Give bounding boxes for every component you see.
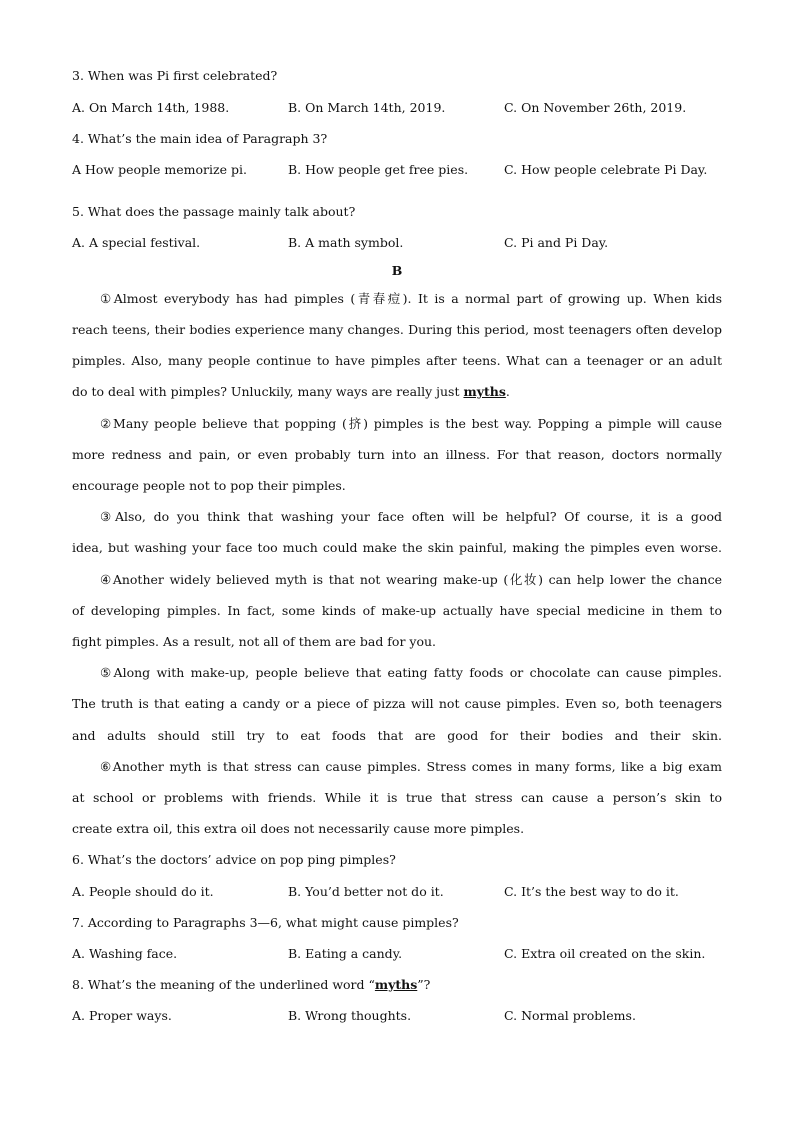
q5-option-b: B. A math symbol.: [288, 235, 404, 250]
question-8: [72, 977, 430, 993]
q8-option-b: B. Wrong thoughts.: [288, 1008, 412, 1023]
passage-line: reach teens, their bodies experience many changes. During this period, most teenagers often develop: [72, 322, 722, 337]
passage-line: ①Almost everybody has had pimples (青春痘). It is a normal part of growing up. When kids: [100, 291, 722, 306]
passage-line: and adults should still try to eat foods that are good for their bodies and their skin.: [72, 728, 722, 743]
text-segment: ”?: [417, 977, 431, 992]
q7-option-b: B. Eating a candy.: [288, 946, 403, 961]
passage-line: more redness and pain, or even probably turn into an illness. For that reason, doctors normally: [72, 447, 722, 462]
q3-option-a: A. On March 14th, 1988.: [72, 100, 230, 115]
passage-line: pimples. Also, many people continue to have pimples after teens. What can a teenager or an adult: [72, 353, 722, 368]
q5-option-c: C. Pi and Pi Day.: [504, 235, 609, 250]
q6-option-c: C. It’s the best way to do it.: [504, 884, 679, 899]
underlined-word-myths: myths: [463, 384, 506, 399]
question-7: 7. According to Paragraphs 3—6, what might cause pimples?: [72, 915, 459, 930]
question-3: 3. When was Pi first celebrated?: [72, 68, 278, 83]
question-4: 4. What’s the main idea of Paragraph 3?: [72, 131, 328, 146]
question-5: 5. What does the passage mainly talk about?: [72, 204, 356, 219]
underlined-word-myths: myths: [374, 977, 418, 992]
text-segment: do to deal with pimples? Unluckily, many ways are really just: [72, 384, 464, 399]
passage-line: fight pimples. As a result, not all of them are bad for you.: [72, 634, 437, 649]
q7-option-a: A. Washing face.: [72, 946, 178, 961]
passage-line: ③Also, do you think that washing your face often will be helpful? Of course, it is a good: [100, 509, 722, 524]
q7-option-c: C. Extra oil created on the skin.: [504, 946, 706, 961]
passage-line: The truth is that eating a candy or a piece of pizza will not cause pimples. Even so, both teenagers: [72, 696, 722, 711]
q4-option-b: B. How people get free pies.: [288, 162, 469, 177]
text-segment: .: [505, 384, 510, 399]
passage-line: idea, but washing your face too much could make the skin painful, making the pimples even worse.: [72, 540, 722, 555]
q3-option-c: C. On November 26th, 2019.: [504, 100, 687, 115]
q5-option-a: A. A special festival.: [72, 235, 201, 250]
q6-option-b: B. You’d better not do it.: [288, 884, 444, 899]
passage-line: [72, 384, 510, 400]
passage-line: encourage people not to pop their pimples.: [72, 478, 346, 493]
passage-line: ⑤Along with make-up, people believe that eating fatty foods or chocolate can cause pimples.: [100, 665, 722, 680]
q8-option-c: C. Normal problems.: [504, 1008, 636, 1023]
q6-option-a: A. People should do it.: [72, 884, 214, 899]
passage-line: at school or problems with friends. While it is true that stress can cause a person’s skin to: [72, 790, 722, 805]
passage-line: ④Another widely believed myth is that not wearing make-up (化妆) can help lower the chance: [100, 572, 722, 587]
passage-line: ②Many people believe that popping (挤) pimples is the best way. Popping a pimple will cause: [100, 416, 722, 431]
text-segment: 8. What’s the meaning of the underlined word “: [72, 977, 375, 992]
section-title: B: [391, 263, 403, 278]
q8-option-a: A. Proper ways.: [72, 1008, 172, 1023]
passage-line: create extra oil, this extra oil does not necessarily cause more pimples.: [72, 821, 525, 836]
q4-option-a: A How people memorize pi.: [72, 162, 247, 177]
passage-line: of developing pimples. In fact, some kinds of make-up actually have special medicine in them to: [72, 603, 722, 618]
question-6: 6. What’s the doctors’ advice on pop ping pimples?: [72, 852, 396, 867]
q4-option-c: C. How people celebrate Pi Day.: [504, 162, 708, 177]
q3-option-b: B. On March 14th, 2019.: [288, 100, 446, 115]
passage-line: ⑥Another myth is that stress can cause pimples. Stress comes in many forms, like a big exam: [100, 759, 722, 774]
